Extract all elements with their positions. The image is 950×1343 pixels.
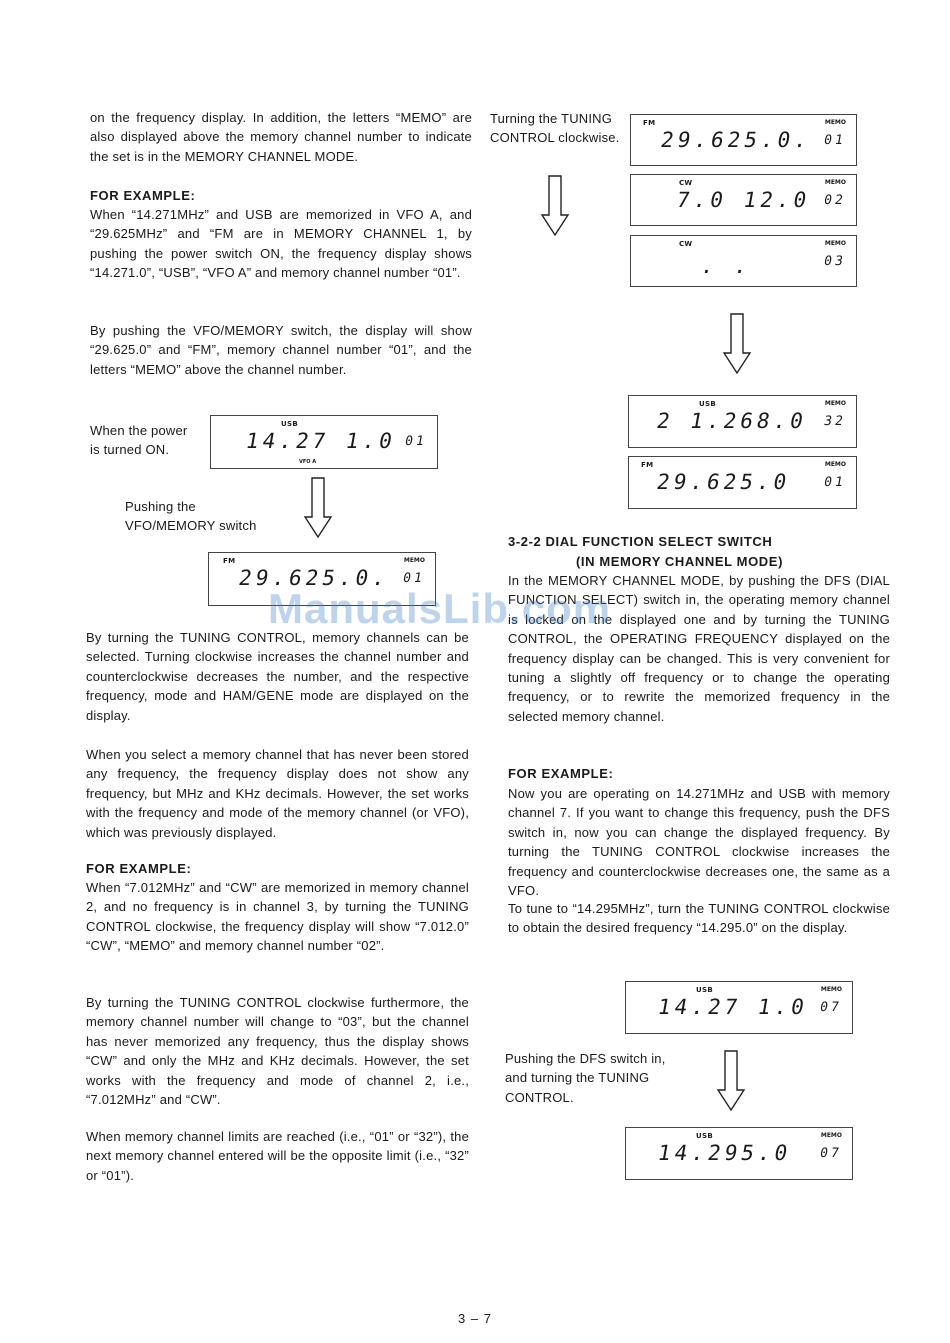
- lcd-vfo-label: VFO A: [299, 459, 317, 465]
- lcd-frequency: . .: [698, 254, 754, 278]
- caption-vfo-memory: Pushing the VFO/MEMORY switch: [125, 499, 257, 534]
- lcd-channel: 01: [823, 133, 848, 148]
- lcd-channel: 07: [819, 1000, 844, 1015]
- lcd-frequency: 29.625.0.: [658, 128, 813, 152]
- lcd-mode-label: USB: [696, 986, 713, 994]
- lcd-frequency: 2 1.268.0: [654, 409, 809, 433]
- left-paragraph-4: By turning the TUNING CONTROL, memory channels can be selected. Turning clockwise increases the channel number and counterclockwise decreases the number, and the respective frequency, mode and HAM/GENE mode are displayed on the display.: [86, 630, 469, 723]
- section-heading-3-2-2: 3-2-2 DIAL FUNCTION SELECT SWITCH: [508, 534, 773, 549]
- left-paragraph-6: When “7.012MHz” and “CW” are memorized in memory channel 2, and no frequency is in channel 3, by turning the TUNING CONTROL clockwise, the frequency display will show “7.012.0” “CW”, “MEMO” and memory channel number “02”.: [86, 880, 469, 954]
- left-paragraph-1: on the frequency display. In addition, the letters “MEMO” are also displayed above the memory channel number to indicate the set is in the MEMORY CHANNEL MODE.: [90, 110, 472, 164]
- right-paragraph-1: In the MEMORY CHANNEL MODE, by pushing the DFS (DIAL FUNCTION SELECT) switch in, the operating memory channel is locked on the displayed one and by turning the TUNING CONTROL, the OPERATING FREQUENCY displayed on the frequency display can be changed. This is very convenient for tuning a slightly off frequency or to change the operating frequency, or to rewrite the memorized frequency in the selected memory channel.: [508, 573, 890, 724]
- lcd-display-wrap-channel-01: [628, 456, 857, 509]
- lcd-display-vfo-memory: [208, 552, 436, 606]
- right-paragraph-2: Now you are operating on 14.271MHz and USB with memory channel 7. If you want to change this frequency, push the DFS switch in, now you can change the displayed frequency. By turning the TUNING CONTROL clockwise increases the frequency and counterclockwise decreases one, the same as a VFO.: [508, 786, 890, 899]
- down-arrow-icon: [722, 313, 752, 375]
- lcd-memo-label: MEMO: [824, 179, 846, 186]
- lcd-display-14271: [625, 981, 853, 1034]
- lcd-mode-label: FM: [223, 557, 236, 565]
- section-subheading: (IN MEMORY CHANNEL MODE): [576, 554, 783, 569]
- caption-power-on: When the power is turned ON.: [90, 423, 188, 458]
- watermark: ManualsLib.com: [268, 585, 612, 632]
- lcd-display-channel-32: [628, 395, 857, 448]
- right-heading-example: FOR EXAMPLE:: [508, 766, 614, 781]
- lcd-channel: 01: [823, 475, 848, 490]
- left-paragraph-3: By pushing the VFO/MEMORY switch, the display will show “29.625.0” and “FM”, memory channel number “01”, and the letters “MEMO” above the channel number.: [90, 323, 472, 377]
- lcd-display-power-on: [210, 415, 438, 469]
- right-paragraph-3: To tune to “14.295MHz”, turn the TUNING CONTROL clockwise to obtain the desired frequency “14.295.0” on the display.: [508, 901, 890, 936]
- down-arrow-icon: [303, 477, 333, 539]
- left-paragraph-8: When memory channel limits are reached (i.e., “01” or “32”), the next memory channel entered will be the opposite limit (i.e., “32” or “01”).: [86, 1129, 469, 1183]
- lcd-display-channel-01: [630, 114, 857, 166]
- lcd-channel: 01: [404, 434, 429, 449]
- lcd-frequency: 29.625.0.: [236, 566, 391, 590]
- left-paragraph-7: By turning the TUNING CONTROL clockwise furthermore, the memory channel number will change to “03”, but the channel has never memorized any frequency, thus the display shows “CW” and only the MHz and KHz decimals. However, the set works with the frequency and mode of channel 2, i.e., “7.012MHz” and “CW”.: [86, 995, 469, 1108]
- lcd-mode-label: FM: [643, 119, 656, 127]
- lcd-mode-label: USB: [699, 400, 716, 408]
- lcd-memo-label: MEMO: [824, 400, 846, 407]
- lcd-channel: 01: [402, 571, 427, 586]
- left-heading-example-2: FOR EXAMPLE:: [86, 861, 192, 876]
- lcd-frequency: 29.625.0: [654, 470, 793, 494]
- lcd-channel: 03: [823, 254, 848, 269]
- lcd-frequency: 14.27 1.0: [655, 995, 810, 1019]
- lcd-memo-label: MEMO: [403, 557, 425, 564]
- lcd-mode-label: USB: [696, 1132, 713, 1140]
- lcd-frequency: 14.295.0: [655, 1141, 794, 1165]
- lcd-mode-label: USB: [281, 420, 298, 428]
- lcd-memo-label: MEMO: [820, 986, 842, 993]
- lcd-frequency: 14.27 1.0: [243, 429, 398, 453]
- lcd-mode-label: CW: [679, 179, 693, 187]
- lcd-display-channel-03: [630, 235, 857, 287]
- lcd-memo-label: MEMO: [824, 461, 846, 468]
- left-paragraph-2: When “14.271MHz” and USB are memorized in VFO A, and “29.625MHz” and “FM are in MEMORY CHANNEL 1, by pushing the power switch ON, the frequency display shows “14.271.0”, “USB”, “VFO A” and memory channel number “01”.: [90, 207, 472, 281]
- lcd-display-14295: [625, 1127, 853, 1180]
- lcd-mode-label: FM: [641, 461, 654, 469]
- lcd-memo-label: MEMO: [824, 119, 846, 126]
- page-number: 3 – 7: [458, 1311, 492, 1326]
- caption-turning-tuning: Turning the TUNING CONTROL clockwise.: [490, 111, 620, 146]
- lcd-channel: 07: [819, 1146, 844, 1161]
- lcd-channel: 02: [823, 193, 848, 208]
- down-arrow-icon: [716, 1050, 746, 1112]
- lcd-channel: 32: [823, 414, 848, 429]
- lcd-mode-label: CW: [679, 240, 693, 248]
- down-arrow-icon: [540, 175, 570, 237]
- lcd-memo-label: MEMO: [820, 1132, 842, 1139]
- left-heading-example-1: FOR EXAMPLE:: [90, 188, 196, 203]
- lcd-display-channel-02: [630, 174, 857, 226]
- caption-dfs: Pushing the DFS switch in, and turning the TUNING CONTROL.: [505, 1051, 666, 1105]
- left-paragraph-5: When you select a memory channel that has never been stored any frequency, the frequency display does not show any frequency, but MHz and KHz decimals. However, the set works with the frequency and mode of the memory channel (or VFO), which was previously displayed.: [86, 747, 469, 840]
- lcd-frequency: 7.0 12.0: [674, 188, 813, 212]
- lcd-memo-label: MEMO: [824, 240, 846, 247]
